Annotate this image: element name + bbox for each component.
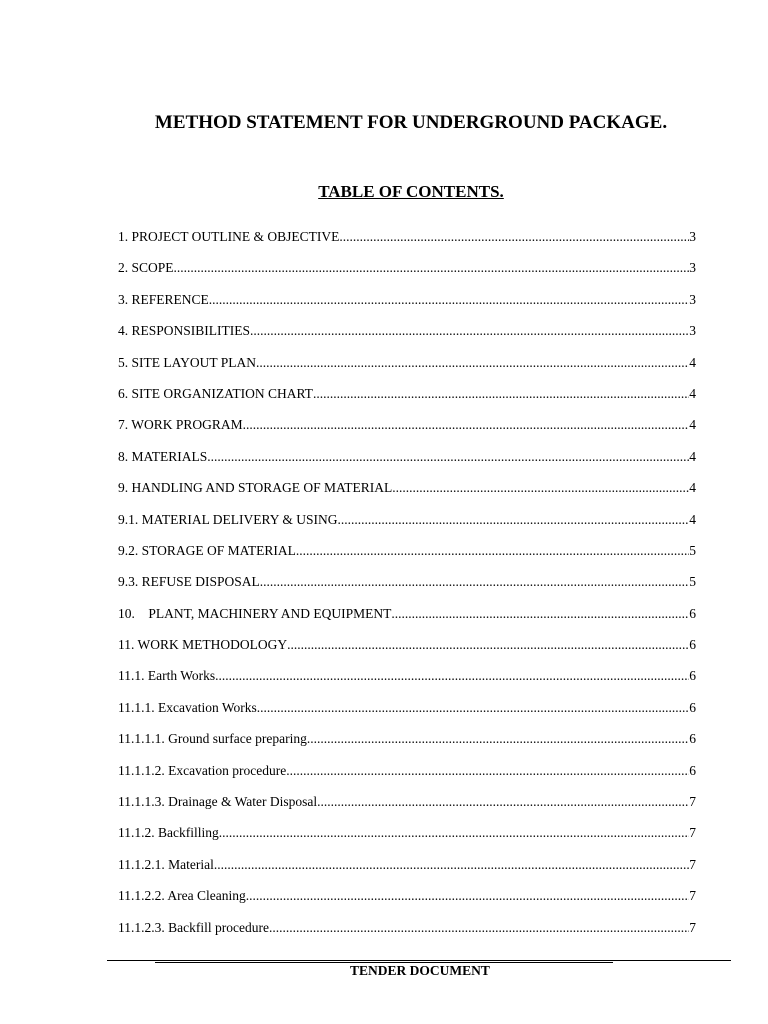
toc-entry-title: 11.1. Earth Works: [118, 668, 216, 684]
toc-leader-dots: [287, 636, 689, 654]
toc-leader-dots: [339, 228, 689, 246]
toc-leader-dots: [246, 887, 690, 905]
footer-divider: [107, 960, 731, 961]
toc-entry[interactable]: [118, 793, 696, 824]
toc-leader-dots: [219, 824, 690, 842]
toc-entry-title: 9. HANDLING AND STORAGE OF MATERIAL: [118, 480, 393, 496]
table-of-contents: [118, 228, 696, 950]
toc-entry-page: 3: [689, 229, 696, 244]
toc-entry-title: 11.1.1. Excavation Works: [118, 699, 257, 715]
toc-entry-page: 3: [689, 291, 696, 307]
toc-leader-dots: [286, 762, 689, 780]
toc-entry-page: 6: [689, 762, 696, 778]
toc-entry-page: 6: [689, 605, 696, 621]
toc-entry-title: 11.1.2.1. Material: [118, 856, 214, 872]
toc-entry-title: 1. PROJECT OUTLINE & OBJECTIVE: [118, 229, 340, 244]
toc-entry-title: 7. WORK PROGRAM: [118, 417, 243, 433]
toc-leader-dots: [243, 416, 690, 434]
toc-entry[interactable]: [118, 385, 696, 416]
toc-leader-dots: [313, 385, 689, 403]
toc-entry[interactable]: [118, 542, 696, 573]
toc-leader-dots: [215, 667, 689, 685]
toc-entry-page: 4: [689, 354, 696, 370]
toc-leader-dots: [392, 479, 689, 497]
toc-entry[interactable]: [118, 354, 696, 385]
toc-entry-page: 4: [689, 448, 696, 464]
toc-entry-title: 11.1.1.3. Drainage & Water Disposal: [118, 794, 318, 810]
toc-entry-title: 5. SITE LAYOUT PLAN: [118, 354, 257, 370]
toc-leader-dots: [391, 605, 689, 623]
toc-entry[interactable]: [118, 667, 696, 698]
toc-entry-page: 6: [689, 731, 696, 747]
toc-entry[interactable]: [118, 887, 696, 918]
toc-entry[interactable]: [118, 762, 696, 793]
toc-entry-title: 9.3. REFUSE DISPOSAL: [118, 574, 260, 590]
toc-entry[interactable]: [118, 479, 696, 510]
toc-entry-title: 11.1.2.3. Backfill procedure: [118, 919, 269, 935]
toc-leader-dots: [214, 856, 689, 874]
toc-entry-title: 11.1.2.2. Area Cleaning: [118, 888, 246, 904]
toc-leader-dots: [269, 919, 689, 937]
toc-entry-page: 5: [689, 542, 696, 558]
toc-entry[interactable]: [118, 259, 696, 290]
toc-entry[interactable]: [118, 573, 696, 604]
document-title: METHOD STATEMENT FOR UNDERGROUND PACKAGE.: [154, 112, 668, 133]
toc-entry-page: 3: [689, 260, 696, 276]
toc-entry-page: 6: [689, 637, 696, 653]
toc-entry[interactable]: [118, 824, 696, 855]
toc-leader-dots: [174, 259, 690, 277]
toc-entry[interactable]: [118, 605, 696, 636]
toc-entry-page: 4: [689, 480, 696, 496]
toc-entry-title: 9.1. MATERIAL DELIVERY & USING: [118, 511, 338, 527]
toc-entry-title: 6. SITE ORGANIZATION CHART: [118, 385, 313, 401]
toc-entry-page: 7: [689, 888, 696, 904]
toc-entry-title: 11. WORK METHODOLOGY: [118, 637, 288, 653]
toc-entry[interactable]: [118, 856, 696, 887]
toc-entry[interactable]: [118, 730, 696, 761]
toc-leader-dots: [260, 573, 689, 591]
toc-entry[interactable]: [118, 511, 696, 542]
toc-entry-page: 6: [689, 668, 696, 684]
toc-entry[interactable]: [118, 416, 696, 447]
toc-entry[interactable]: [118, 636, 696, 667]
toc-entry[interactable]: [118, 448, 696, 479]
toc-entry-title: 8. MATERIALS: [118, 448, 208, 464]
toc-heading: TABLE OF CONTENTS.: [318, 182, 504, 201]
footer-label: TENDER DOCUMENT: [350, 963, 490, 978]
toc-leader-dots: [250, 322, 689, 340]
toc-leader-dots: [257, 699, 689, 717]
toc-entry-page: 7: [689, 794, 696, 810]
toc-entry-title: 9.2. STORAGE OF MATERIAL: [118, 542, 296, 558]
toc-entry[interactable]: [118, 699, 696, 730]
toc-entry-title: 11.1.1.1. Ground surface preparing: [118, 731, 307, 747]
toc-leader-dots: [307, 730, 689, 748]
toc-entry-title: 11.1.2. Backfilling: [118, 825, 219, 841]
toc-entry-page: 7: [689, 856, 696, 872]
toc-leader-dots: [256, 354, 689, 372]
toc-entry-page: 7: [689, 825, 696, 841]
toc-entry-page: 4: [689, 417, 696, 433]
toc-entry-page: 6: [689, 699, 696, 715]
toc-leader-dots: [209, 291, 689, 309]
toc-leader-dots: [317, 793, 689, 811]
toc-entry-page: 4: [689, 385, 696, 401]
toc-entry-title: 4. RESPONSIBILITIES: [118, 323, 251, 339]
toc-entry-page: 4: [689, 511, 696, 527]
toc-entry[interactable]: [118, 228, 696, 259]
toc-entry[interactable]: [118, 291, 696, 322]
toc-entry-page: 3: [689, 323, 696, 339]
toc-entry-page: 5: [689, 574, 696, 590]
toc-entry-title: 10. PLANT, MACHINERY AND EQUIPMENT: [118, 605, 392, 621]
toc-leader-dots: [207, 448, 689, 466]
toc-entry-title: 3. REFERENCE: [118, 291, 209, 307]
toc-entry-title: 2. SCOPE: [118, 260, 174, 276]
toc-entry-title: 11.1.1.2. Excavation procedure: [118, 762, 287, 778]
toc-leader-dots: [296, 542, 689, 560]
toc-entry-page: 7: [689, 919, 696, 935]
toc-leader-dots: [338, 511, 690, 529]
toc-entry[interactable]: [118, 919, 696, 950]
toc-entry[interactable]: [118, 322, 696, 353]
